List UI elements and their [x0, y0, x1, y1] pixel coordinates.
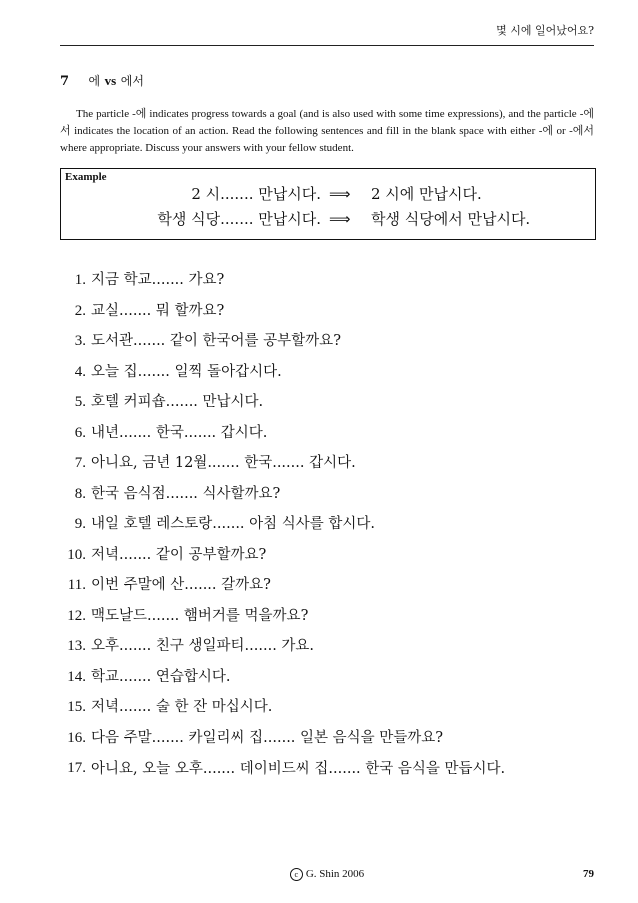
exercise-number: 14. [67, 668, 86, 685]
example-prompt-1: 2 시....... 만납시다. [191, 185, 321, 203]
example-box [60, 168, 596, 240]
example-arrow-1: ⟹ [329, 185, 351, 203]
exercise-item [60, 545, 594, 576]
exercise-sentence: 내일 호텔 레스토랑....... 아침 식사를 합시다. [91, 516, 376, 532]
section-title-particle-a: 에 [88, 74, 101, 88]
example-prompt-2: 학생 식당....... 만납시다. [157, 210, 321, 228]
copyright-text: G. Shin 2006 [305, 868, 365, 880]
exercise-item [60, 453, 594, 484]
exercise-item [60, 728, 594, 759]
exercise-item [60, 636, 594, 667]
example-answer-1: 2 시에 만납시다. [371, 185, 482, 203]
example-row-1 [61, 184, 597, 206]
exercise-number: 3. [74, 333, 86, 349]
exercise-number: 5. [74, 394, 86, 410]
exercise-number: 11. [67, 577, 86, 593]
exercise-sentence: 지금 학교....... 가요? [91, 272, 225, 288]
exercise-item [60, 392, 594, 423]
section-title-vs: vs [104, 73, 117, 88]
exercise-sentence: 이번 주말에 산....... 갈까요? [91, 577, 271, 593]
exercise-item [60, 667, 594, 698]
exercise-sentence: 교실....... 뭐 할까요? [91, 302, 225, 319]
example-answer-2: 학생 식당에서 만납시다. [371, 210, 531, 228]
exercise-number: 4. [74, 363, 86, 380]
exercise-item [60, 697, 594, 728]
exercise-list [60, 270, 594, 814]
exercise-item [60, 362, 594, 393]
copyright-symbol: c [290, 868, 303, 881]
exercise-item [60, 758, 594, 814]
exercise-sentence: 한국 음식점....... 식사할까요? [91, 485, 281, 502]
exercise-sentence: 호텔 커피숍....... 만납시다. [91, 394, 264, 410]
exercise-number: 8. [74, 485, 86, 502]
exercise-sentence: 다음 주말....... 카일리씨 집....... 일본 음식을 만들까요? [91, 729, 444, 746]
exercise-number: 9. [74, 516, 86, 532]
exercise-number: 15. [67, 699, 86, 715]
example-label: Example [65, 171, 107, 183]
exercise-item [60, 423, 594, 454]
exercise-sentence: 맥도날드....... 햄버거를 먹을까요? [91, 607, 309, 624]
exercise-number: 17. [67, 760, 86, 776]
exercise-item [60, 484, 594, 515]
exercise-sentence: 도서관....... 같이 한국어를 공부할까요? [91, 333, 341, 349]
exercise-item [60, 331, 594, 362]
exercise-number: 10. [67, 546, 86, 563]
exercise-number: 12. [67, 607, 86, 624]
exercise-number: 6. [74, 424, 86, 441]
exercise-item [60, 575, 594, 606]
exercise-number: 16. [67, 729, 86, 746]
exercise-item [60, 514, 594, 545]
exercise-number: 13. [67, 638, 86, 654]
exercise-item [60, 301, 594, 332]
exercise-sentence: 학교....... 연습합시다. [91, 668, 231, 685]
exercise-number: 7. [74, 455, 86, 471]
exercise-sentence: 아니요, 금년 12월....... 한국....... 갑시다. [91, 455, 356, 471]
section-title-particle-b: 에서 [120, 74, 144, 88]
section-number: 7 [60, 74, 70, 89]
exercise-item [60, 270, 594, 301]
exercise-sentence: 저녁....... 술 한 잔 마십시다. [91, 699, 273, 715]
exercise-sentence: 오늘 집....... 일찍 돌아갑시다. [91, 363, 282, 380]
exercise-number: 2. [74, 302, 86, 319]
running-header [60, 24, 594, 38]
exercise-sentence: 오후....... 친구 생일파티....... 가요. [91, 638, 315, 654]
copyright-line [60, 868, 594, 881]
intro-paragraph: The particle -에 indicates progress towards a goal (and is also used with some time expressions), and the particle -에서 indicates the location of an action. Read the following sentences and fill in the blank space with either -에 or -에서 where appropriate. Discuss your answers with your fellow student. [60, 108, 594, 154]
page-footer [60, 868, 594, 884]
exercise-item [60, 606, 594, 637]
exercise-sentence: 내년....... 한국....... 갑시다. [91, 424, 268, 441]
page-number: 79 [583, 868, 594, 880]
example-arrow-2: ⟹ [329, 210, 351, 228]
exercise-number: 1. [74, 272, 86, 288]
header-rule [60, 45, 594, 46]
example-row-2 [61, 209, 597, 231]
running-title: 몇 시에 일어났어요? [496, 24, 594, 37]
exercise-sentence: 저녁....... 같이 공부할까요? [91, 546, 267, 563]
section-heading [60, 72, 144, 89]
exercise-sentence: 아니요, 오늘 오후....... 데이비드씨 집....... 한국 음식을 만듭시다. [91, 761, 506, 777]
